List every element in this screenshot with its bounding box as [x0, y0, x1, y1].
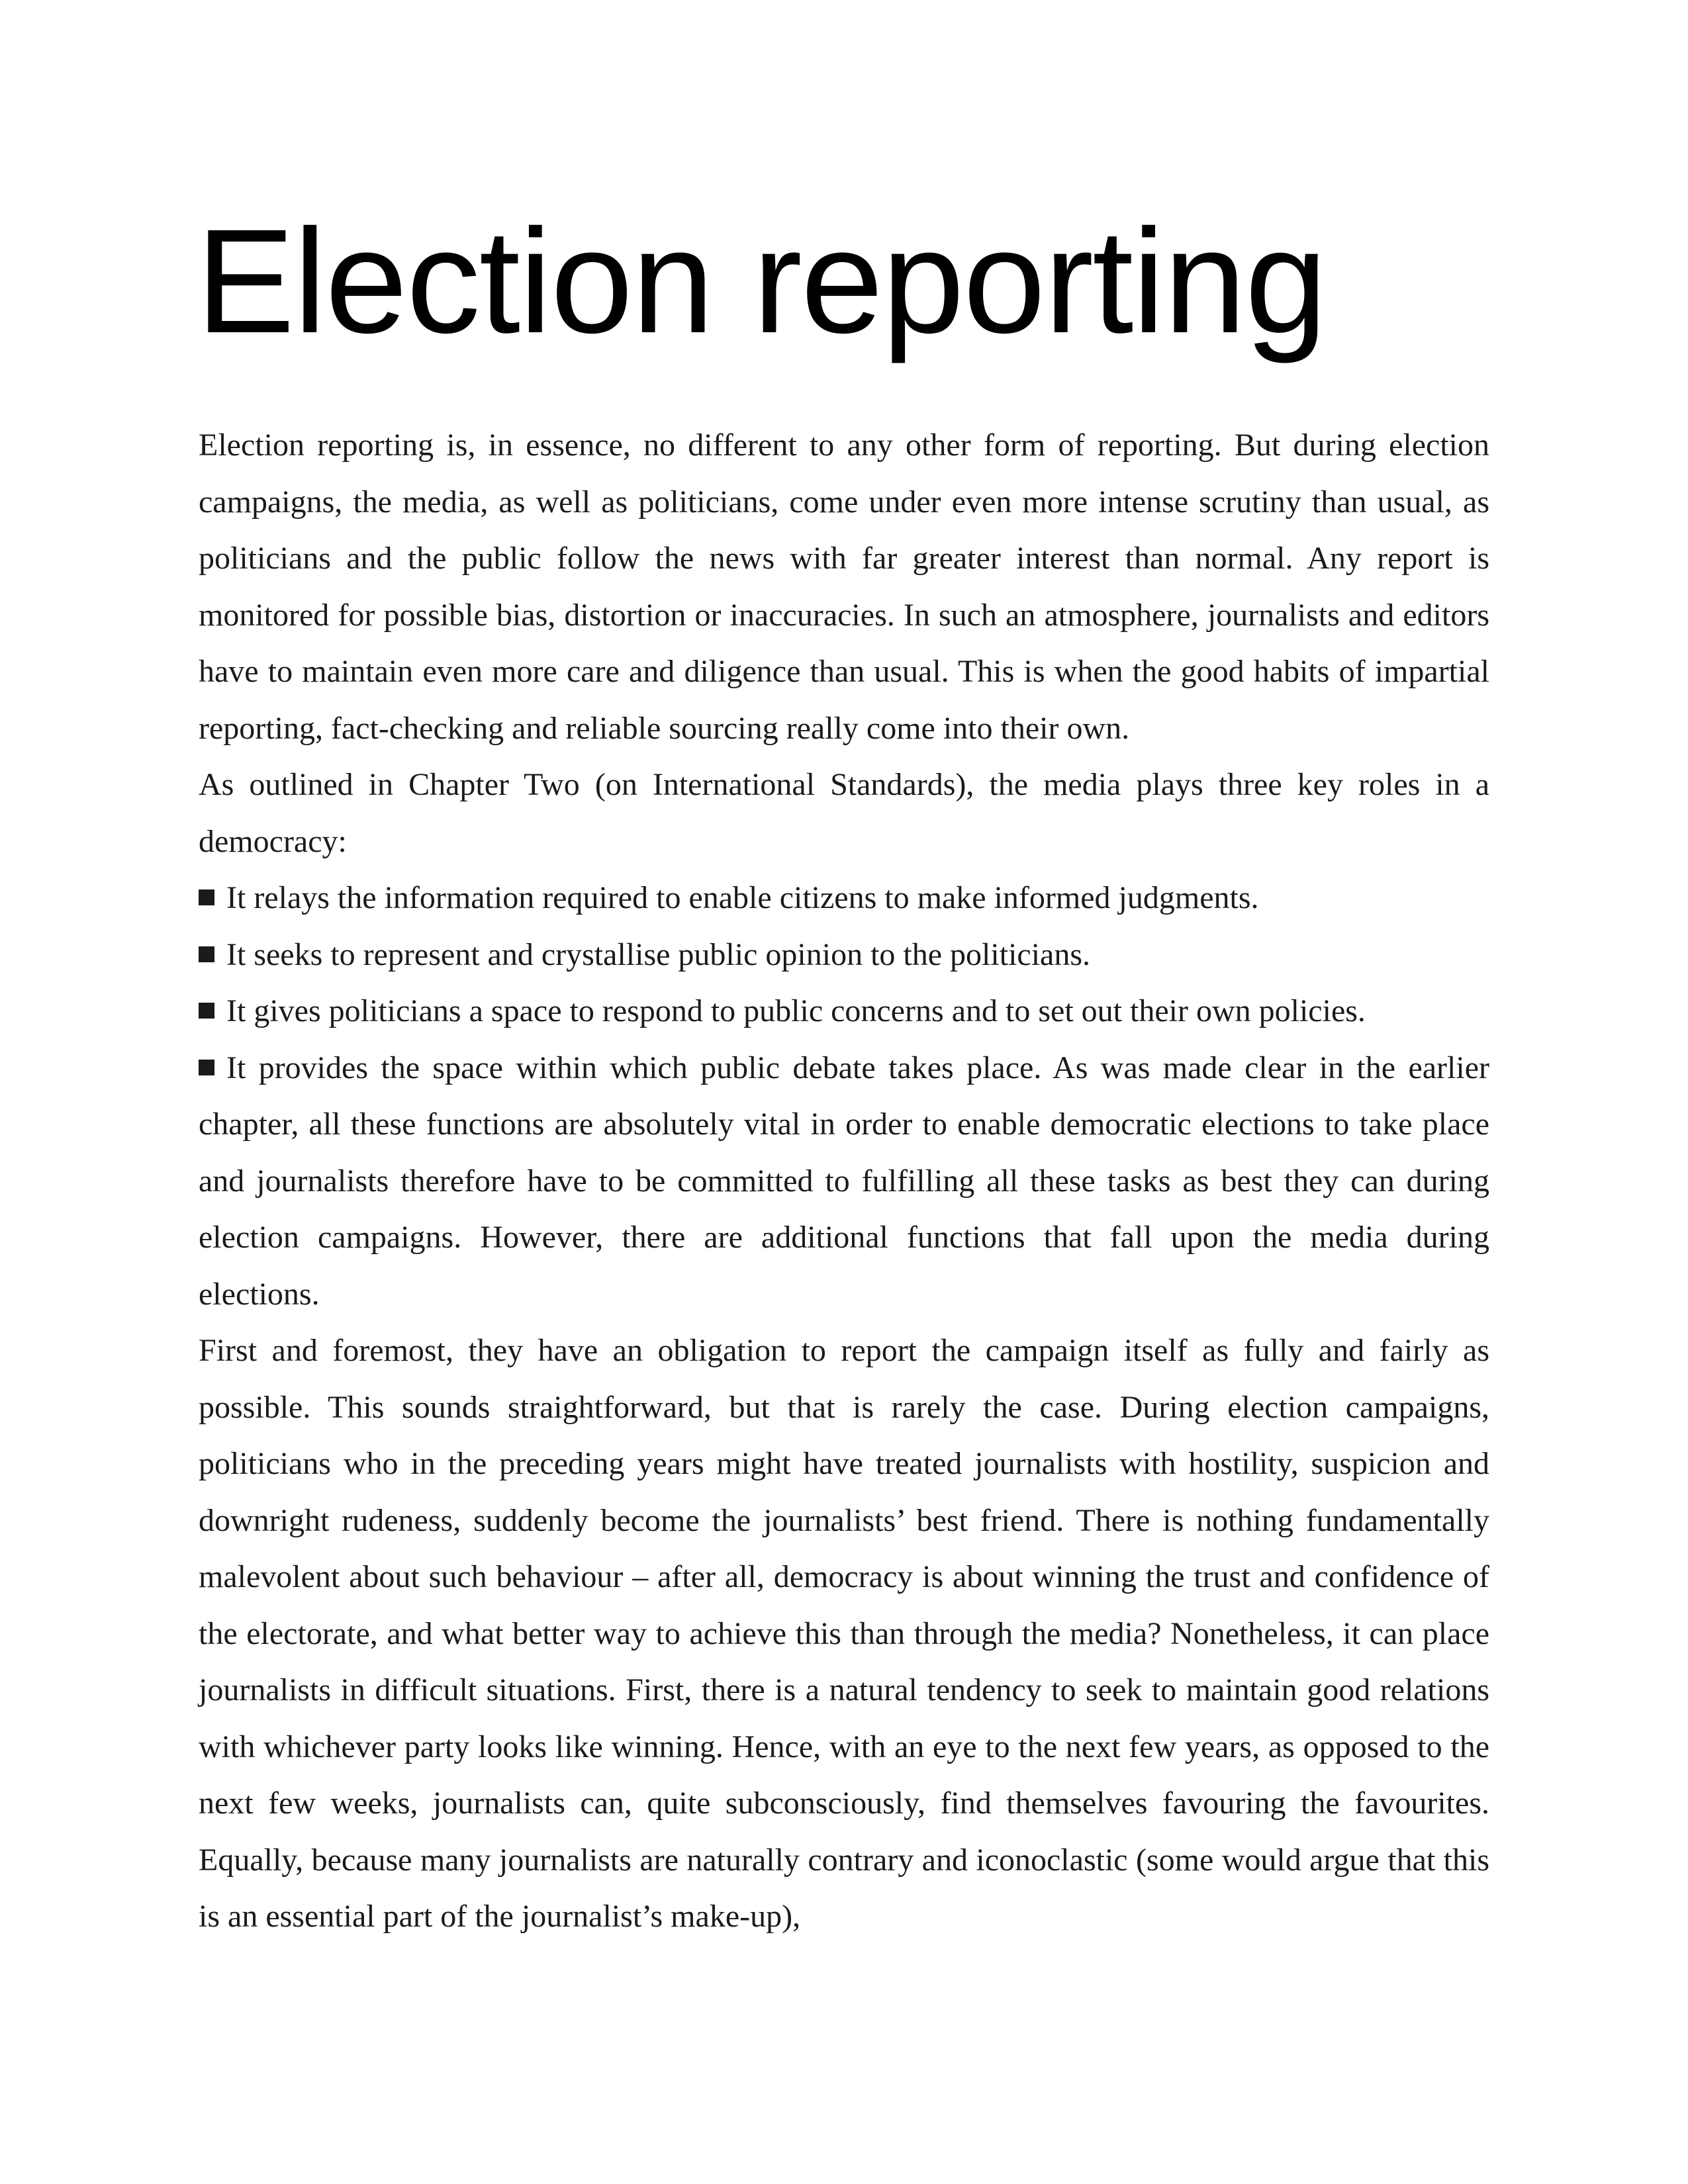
bullet-text: It relays the information required to enable citizens to make informed judgments.: [226, 880, 1259, 915]
paragraph-roles: As outlined in Chapter Two (on International Standards), the media plays three key roles in a democracy:: [199, 767, 1489, 859]
square-bullet-icon: [199, 946, 214, 962]
bullet-item: [199, 1040, 1489, 1323]
bullet-text: It gives politicians a space to respond to public concerns and to set out their own policies.: [226, 993, 1366, 1028]
paragraph-closing: First and foremost, they have an obligation to report the campaign itself as fully and fairly as possible. This sounds straightforward, but that is rarely the case. During election campaigns, politicians who in the preceding years might have treated journalists with hostility, suspicion and downright rudeness, suddenly become the journalists’ best friend. There is nothing fundamentally malevolent about such behaviour – after all, democracy is about winning the trust and confidence of the electorate, and what better way to achieve this than through the media? Nonetheless, it can place journalists in difficult situations. First, there is a natural tendency to seek to maintain good relations with whichever party looks like winning. Hence, with an eye to the next few years, as opposed to the next few weeks, journalists can, quite subconsciously, find themselves favouring the favourites. Equally, because many journalists are naturally contrary and iconoclastic (some would argue that this is an essential part of the journalist’s make-up),: [199, 1333, 1489, 1934]
square-bullet-icon: [199, 1003, 214, 1019]
square-bullet-icon: [199, 889, 214, 905]
square-bullet-icon: [199, 1060, 214, 1075]
body-text: [199, 417, 1489, 1945]
bullet-text: It provides the space within which public debate takes place. As was made clear in the earlier chapter, all these functions are absolutely vital in order to enable democratic elections to take place and journalists therefore have to be committed to fulfilling all these tasks as best they can during election campaigns. However, there are additional functions that fall upon the media during elections.: [199, 1050, 1489, 1312]
paragraph-intro: Election reporting is, in essence, no different to any other form of reporting. But during election campaigns, the media, as well as politicians, come under even more intense scrutiny than usual, as politicians and the public follow the news with far greater interest than normal. Any report is monitored for possible bias, distortion or inaccuracies. In such an atmosphere, journalists and editors have to maintain even more care and diligence than usual. This is when the good habits of impartial reporting, fact-checking and reliable sourcing really come into their own.: [199, 428, 1489, 746]
bullet-item: [199, 927, 1489, 983]
bullet-item: [199, 870, 1489, 927]
bullet-item: [199, 983, 1489, 1040]
bullet-text: It seeks to represent and crystallise public opinion to the politicians.: [226, 936, 1091, 972]
page-title: Election reporting: [196, 199, 1327, 364]
